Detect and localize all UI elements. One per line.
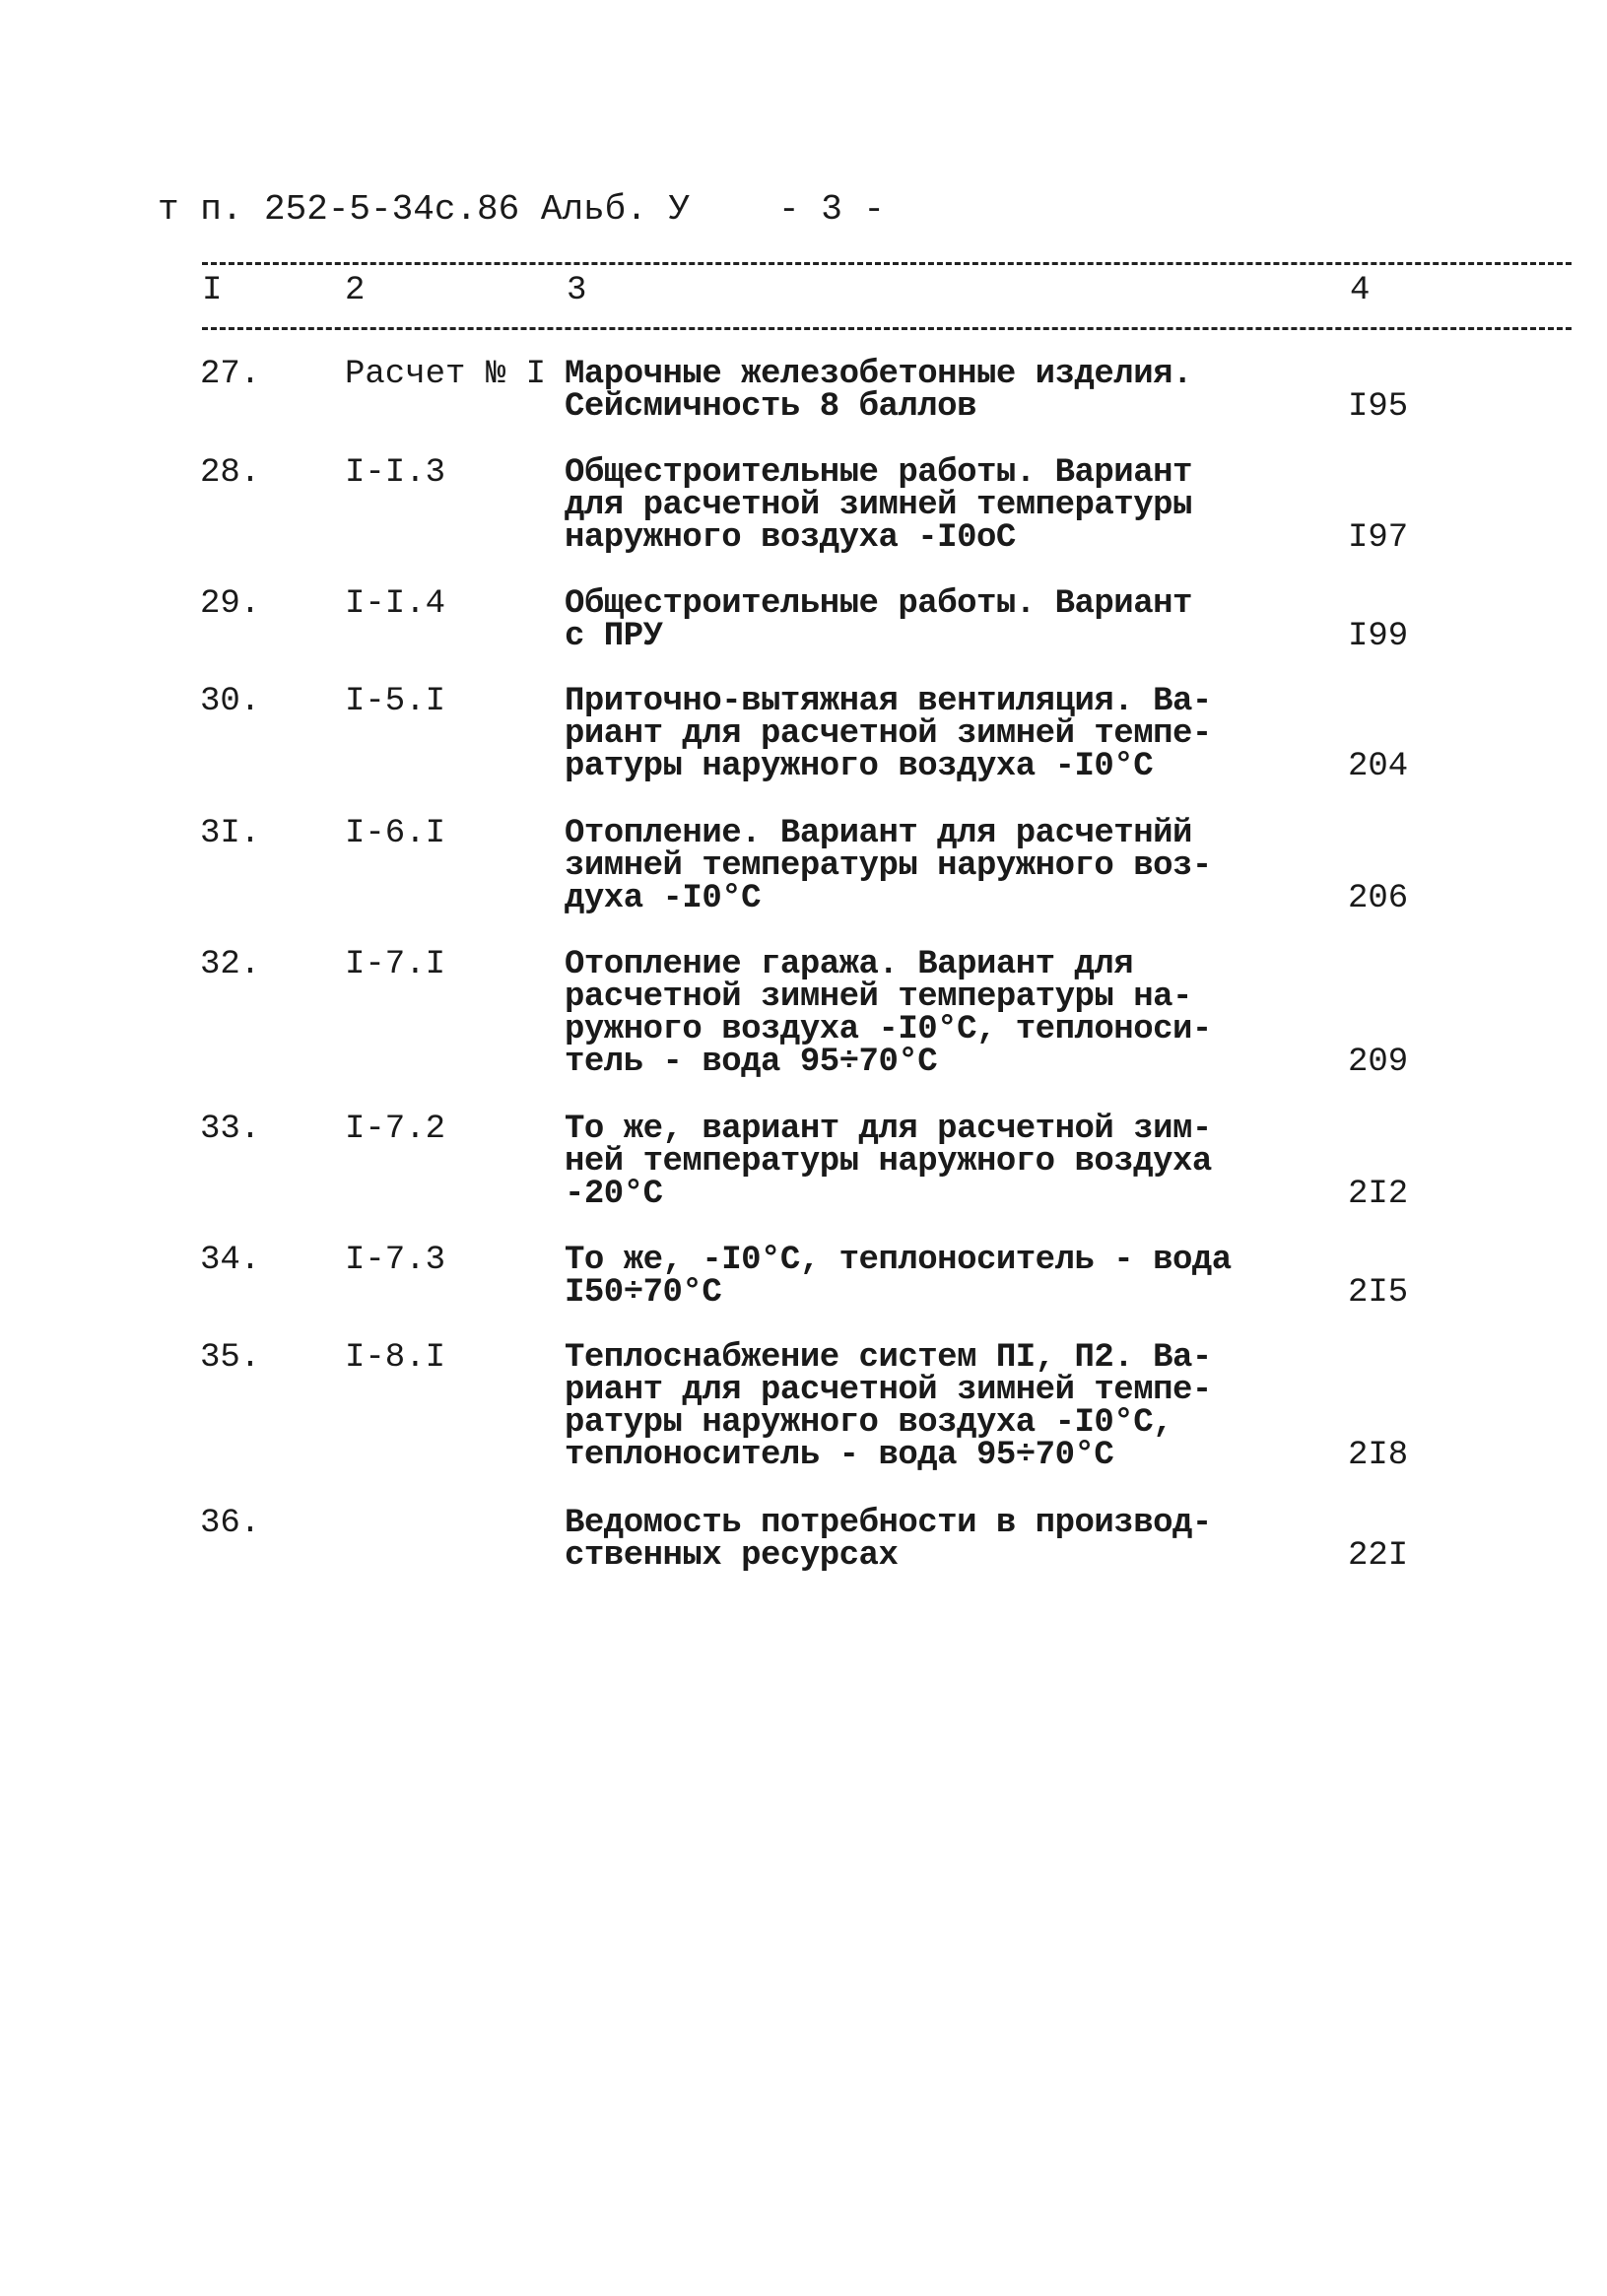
table-row: [0, 1111, 1607, 1213]
row-description-line: духа -I0°С: [565, 880, 762, 917]
row-description-line: наружного воздуха -I0оС: [565, 519, 1016, 557]
row-code: Расчет № I: [345, 356, 547, 393]
row-number: 30.: [200, 683, 261, 720]
row-description-line: с ПРУ: [565, 618, 663, 655]
row-number: 27.: [200, 356, 261, 393]
row-page: 2I2: [1348, 1176, 1409, 1213]
row-description-line: ней температуры наружного воздуха: [565, 1143, 1212, 1181]
row-description-line: Отопление гаража. Вариант для: [565, 946, 1134, 983]
row-number: 29.: [200, 585, 261, 623]
row-description-line: ружного воздуха -I0°С, теплоноси-: [565, 1011, 1212, 1048]
row-number: 32.: [200, 946, 261, 983]
row-number: 35.: [200, 1339, 261, 1377]
page-number: - 3 -: [778, 189, 886, 230]
row-description-line: зимней температуры наружного воз-: [565, 847, 1212, 885]
row-description-line: Приточно-вытяжная вентиляция. Ва-: [565, 683, 1212, 720]
row-description-line: тель - вода 95÷70°С: [565, 1044, 938, 1081]
table-row: [0, 1505, 1607, 1575]
row-page: 206: [1348, 880, 1409, 917]
row-page: 2I8: [1348, 1437, 1409, 1474]
row-number: 36.: [200, 1505, 261, 1542]
row-description-line: Ведомость потребности в производ-: [565, 1505, 1212, 1542]
row-description-line: риант для расчетной зимней темпе-: [565, 1372, 1212, 1409]
row-description-line: Общестроительные работы. Вариант: [565, 585, 1192, 623]
row-page: I95: [1348, 388, 1409, 426]
column-header-3: 3: [567, 272, 587, 309]
table-row: [0, 946, 1607, 1081]
column-header-1: I: [202, 272, 223, 309]
row-description-line: Теплоснабжение систем ПI, П2. Ва-: [565, 1339, 1212, 1377]
table-row: [0, 356, 1607, 426]
row-description-line: ратуры наружного воздуха -I0°С,: [565, 1404, 1173, 1442]
row-code: I-7.3: [345, 1242, 446, 1279]
row-description-line: теплоноситель - вода 95÷70°С: [565, 1437, 1114, 1474]
row-description-line: Общестроительные работы. Вариант: [565, 454, 1192, 492]
column-header-2: 2: [345, 272, 366, 309]
row-code: I-7.I: [345, 946, 446, 983]
row-code: I-5.I: [345, 683, 446, 720]
row-description-line: Сейсмичность 8 баллов: [565, 388, 976, 426]
table-top-rule: [202, 262, 1572, 265]
row-page: 22I: [1348, 1537, 1409, 1575]
row-description-line: Отопление. Вариант для расчетнйй: [565, 815, 1192, 852]
table-row: [0, 815, 1607, 917]
row-description-line: ратуры наружного воздуха -I0°С: [565, 748, 1154, 785]
row-description-line: То же, -I0°С, теплоноситель - вода: [565, 1242, 1232, 1279]
row-description-line: ственных ресурсах: [565, 1537, 899, 1575]
row-page: 2I5: [1348, 1274, 1409, 1312]
row-description-line: Марочные железобетонные изделия.: [565, 356, 1192, 393]
row-code: I-7.2: [345, 1111, 446, 1148]
row-description-line: I50÷70°С: [565, 1274, 722, 1312]
row-number: 3I.: [200, 815, 261, 852]
table-row: [0, 585, 1607, 655]
row-page: 209: [1348, 1044, 1409, 1081]
row-page: 204: [1348, 748, 1409, 785]
row-page: I99: [1348, 618, 1409, 655]
row-number: 34.: [200, 1242, 261, 1279]
row-code: I-8.I: [345, 1339, 446, 1377]
table-row: [0, 1242, 1607, 1312]
column-header-4: 4: [1350, 272, 1371, 309]
row-code: I-I.3: [345, 454, 446, 492]
table-header-rule: [202, 327, 1572, 330]
row-code: I-I.4: [345, 585, 446, 623]
row-description-line: расчетной зимней температуры на-: [565, 979, 1192, 1016]
document-code: т п. 252-5-34с.86 Альб. У: [158, 189, 691, 230]
row-description-line: для расчетной зимней температуры: [565, 487, 1192, 524]
table-row: [0, 683, 1607, 785]
row-code: I-6.I: [345, 815, 446, 852]
table-row: [0, 1339, 1607, 1474]
row-number: 33.: [200, 1111, 261, 1148]
table-row: [0, 454, 1607, 557]
row-description-line: риант для расчетной зимней темпе-: [565, 715, 1212, 753]
row-number: 28.: [200, 454, 261, 492]
row-page: I97: [1348, 519, 1409, 557]
row-description-line: То же, вариант для расчетной зим-: [565, 1111, 1212, 1148]
row-description-line: -20°С: [565, 1176, 663, 1213]
